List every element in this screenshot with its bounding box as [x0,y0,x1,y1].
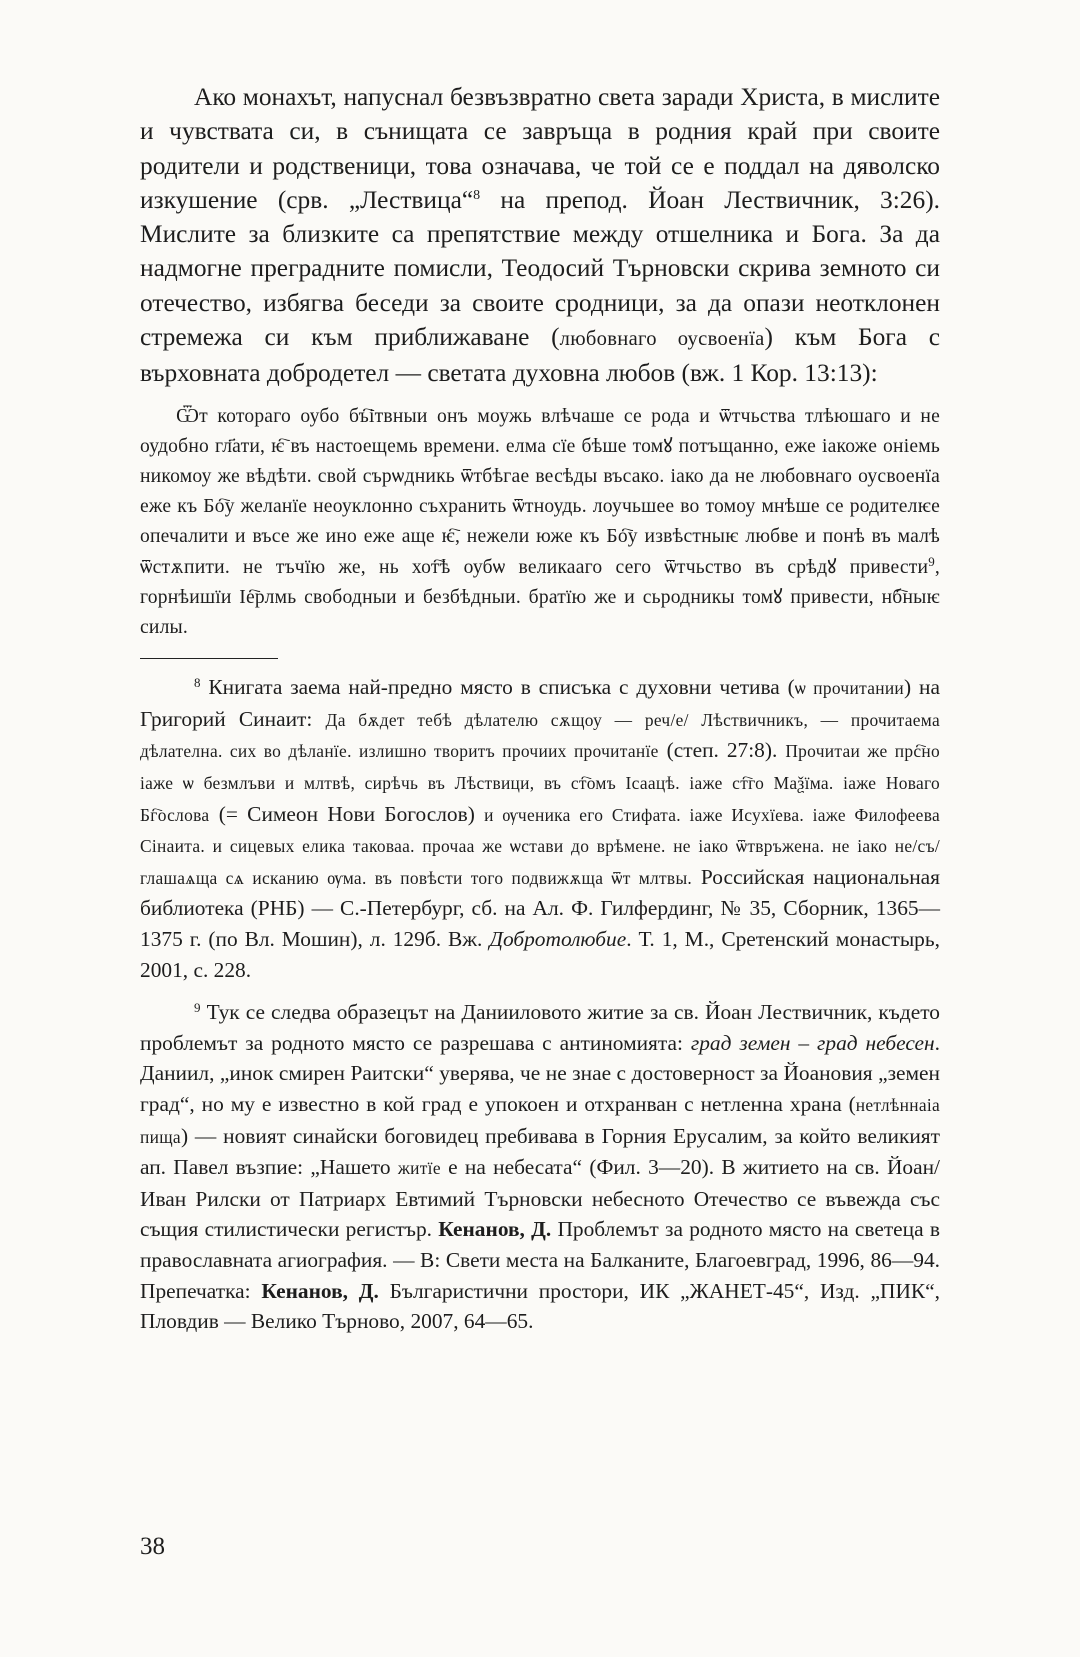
footnote-8-book-title: Добротолюбие [489,927,627,952]
footnote-8-slavonic-2: Да бѫдет тебѣ дѣлателю сѫщоу — реч/е/ Лѣствичникъ, — прочитаема дѣлателна. сих во дѣланїе. излишно творитъ прочиих прочитанїе [140,709,940,762]
footnote-9-antinomy: град земен – град небесен [690,1030,935,1055]
footnote-9-author-1: Кенанов, Д. [438,1217,552,1242]
footnote-8 [140,672,940,985]
footnote-ref-9: 9 [928,553,935,569]
footnote-8-text-4: (= Симеон Нови Богослов) [209,801,485,826]
main-paragraph [140,80,940,391]
footnote-8-text-6: . Т. 1, М., Сретенский монастырь, 2001, с. 228. [140,927,940,982]
footnote-9-text-6: Българистични простори, ИК „ЖАНЕТ-45“, Изд. „ПИК“, Пловдив — Велико Търново, 2007, 64—65. [140,1278,941,1334]
footnote-number-8: 8 [194,675,201,691]
main-text-2: на препод. Йоан Лествичник, 3:26). Мислите за близките са препятствие между отшелника и Бога. За да надмогне преградните помисли, Теодосий Търновски скрива земното си отечество, избягва беседи за своите сродници, за да опази неотклонен стремежа си към приближаване ( [140,185,940,352]
footnote-8-text-1: Книгата заема най-предно място в списъка с духовни четива ( [200,675,795,700]
footnote-8-slavonic-1: ѡ прочитании [794,678,905,699]
main-text-1: Ако монахът, напуснал безвъзвратно света заради Христа, в мислите и чувствата си, в сънищата се завръща в родния край при своите родители и родственици, това означава, че той се е поддал на дяволско изкушение (срв. „Лествица“ [140,83,940,214]
footnote-9-slavonic-2: житїе [397,1158,441,1179]
footnote-9-text-3: ) — новият синайски боговидец пребивава в Горния Ерусалим, за който великият ап. Павел възпие: „Нашето [140,1123,940,1180]
footnote-8-text-2: ) на Григорий Синаит: [140,675,940,731]
footnote-number-9: 9 [194,1000,201,1016]
footnote-9-text-5: Проблемът за родното място на светеца в православната агиография. — В: Свети места на Балканите, Благоевград, 1996, 86—94. Препечатка: [140,1217,940,1303]
footnote-ref-8: 8 [473,187,481,203]
footnote-9-text-2: . Даниил, „инок смирен Раитски“ уверява, че не знае с достоверност за Йоановия „земен град“, но му е известно в кой град е упокоен и отхранван с нетленна храна ( [140,1030,940,1117]
quote-text-1: Ѿт котораго оубо бъ҇ітвныи онъ моужь влѣчаше се рода и ѿтчьства тлѣюшаго и не оудобно гл҃ати, ѥ҇ въ настоещемь времени. елма сїе бѣше томꙋ потъщанно, еже іакоже оніемь никомоу же вѣдѣти. свой сърѡдникь ѿтбѣгае весѣды въсако. іако да не любовнаго оусвоенїа еже къ Бо҇у желанїе неоуклонно съхранить ѿтноудь. лоучьшее во томоу мнѣше се родителѥе опечалити и въсе же ино еже аще ѥ҇, нежели юже къ Бо҇у извѣстныѥ любве и понѣ въ малѣ ѿстѫпити. не тъчїю же, нь хот҇ѣ оубѡ великааго сего ѿтчьство въ срѣдꙋ привести [140,405,940,578]
footnote-9-author-2: Кенанов, Д. [261,1278,379,1303]
footnote-8-text-5: Российская национальная библиотека (РНБ) — С.-Петербург, сб. на Ал. Ф. Гилфердинг, № 35, Сборник, 1365—1375 г. (по Вл. Мошин), л. 129б. Вж. [140,864,940,952]
church-slavonic-phrase: любовнаго оусвоенїа [559,328,765,351]
footnote-9-text-4: е на небесата“ (Фил. 3—20). В житието на св. Йоан/Иван Рилски от Патриарх Евтимий Търновски небесното Отечество се въвежда със същия стилистически регистър. [140,1155,941,1242]
quote-text-2: , горнѣишїи Іе҇рлмь свободныи и безбѣдныи. братїю же и сьродникы томꙋ привести, нб҇ныѥ силы. [140,556,940,639]
footnote-divider [140,658,278,659]
footnote-8-slavonic-4: и ѹченика его Стифата. іаже Исухїева. іаже Филофеева Сінаита. и сицевых елика таковаа. прочаа же ѡстави до врѣмене. не іако ѿтвръжена. не іако не/съ/глашаѧща сѧ исканию ѹма. въ повѣсти того подвижѫща ѿт млтвы. [140,804,941,888]
church-slavonic-quote [140,402,940,644]
footnote-9-text-1: Тук се следва образецът на Данииловото житие за св. Йоан Лествичник, където проблемът за родното място се разрешава с антиномията: [140,1000,940,1055]
footnote-9-slavonic-1: нетлѣннаіа пища [140,1095,940,1147]
text-block [140,80,940,1337]
page-number: 38 [140,1533,165,1560]
main-text-3: ) към Бога с върховната добродетел — светата духовна любов (вж. 1 Кор. 13:13): [140,323,940,388]
footnote-8-text-3: (степ. 27:8). [658,738,786,763]
footnote-8-slavonic-3: Прочитаи же прс҇но іаже ѡ безмлъви и млтвѣ, сирѣчь въ Лѣствици, въ ст҇омъ Ісаацѣ. іаже ст҇го Маѯїма. іаже Новаго Бг҇ослова [140,741,940,825]
footnote-9 [140,997,940,1337]
